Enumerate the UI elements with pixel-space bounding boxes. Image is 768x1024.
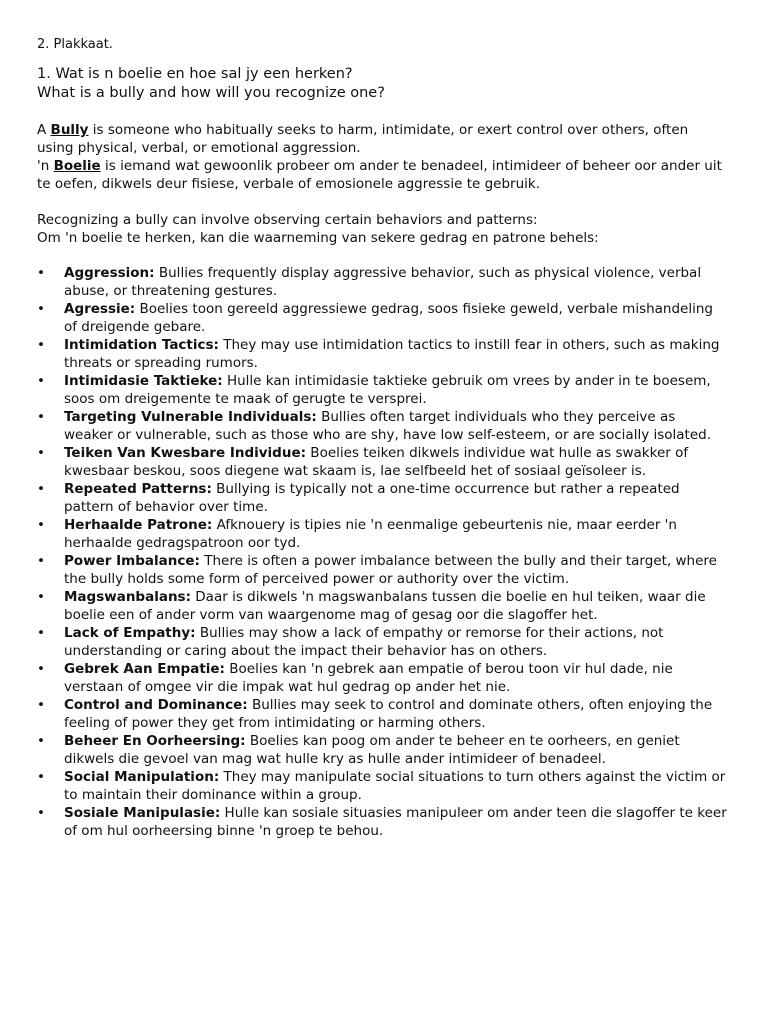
bullet-item-afrikaans bbox=[37, 804, 728, 840]
bullet-term: Intimidation Tactics: bbox=[64, 337, 219, 353]
bullet-text: Boelies kan 'n gebrek aan empatie of berou toon vir hul dade, nie verstaan of omgee vir die impak wat hul gedrag op ander het nie. bbox=[64, 661, 673, 695]
bullet-item-afrikaans bbox=[37, 588, 728, 624]
bullet-text: They may manipulate social situations to turn others against the victim or to maintain their dominance within a group. bbox=[64, 769, 726, 803]
bullet-text: Bullies may seek to control and dominate others, often enjoying the feeling of power they get from intimidating or harming others. bbox=[64, 697, 713, 731]
behavior-group bbox=[37, 552, 728, 624]
bullet-text: Bullying is typically not a one-time occurrence but rather a repeated pattern of behavior over time. bbox=[64, 481, 680, 515]
bullet-icon: • bbox=[37, 589, 45, 605]
bullet-icon: • bbox=[37, 733, 45, 749]
behavior-list bbox=[37, 264, 728, 840]
bullet-icon: • bbox=[37, 769, 45, 785]
behavior-group bbox=[37, 408, 728, 480]
behavior-group bbox=[37, 624, 728, 696]
bullet-text: There is often a power imbalance between the bully and their target, where the bully holds some form of perceived power or authority over the victim. bbox=[64, 553, 717, 587]
bullet-term: Intimidasie Taktieke: bbox=[64, 373, 223, 389]
bullet-text: Bullies frequently display aggressive behavior, such as physical violence, verbal abuse, or threatening gestures. bbox=[64, 265, 702, 299]
bullet-item-afrikaans bbox=[37, 372, 728, 408]
bullet-term: Power Imbalance: bbox=[64, 553, 200, 569]
bullet-term: Repeated Patterns: bbox=[64, 481, 212, 497]
bullet-term: Aggression: bbox=[64, 265, 155, 281]
bullet-icon: • bbox=[37, 265, 45, 281]
behavior-group bbox=[37, 264, 728, 336]
recognize-english: Recognizing a bully can involve observing certain behaviors and patterns: bbox=[37, 212, 538, 228]
term-boelie: Boelie bbox=[53, 158, 101, 174]
bullet-term: Beheer En Oorheersing: bbox=[64, 733, 246, 749]
definition-afrikaans-text: is iemand wat gewoonlik probeer om ander te benadeel, intimideer of beheer oor ander uit te oefen, dikwels deur fisiese, verbale of emosionele aggressie te gebruik. bbox=[37, 158, 722, 192]
document-label: 2. Plakkaat. bbox=[37, 37, 113, 52]
bullet-icon: • bbox=[37, 553, 45, 569]
definition-english-prefix: A bbox=[37, 122, 51, 138]
bullet-term: Teiken Van Kwesbare Individue: bbox=[64, 445, 307, 461]
bullet-item-english bbox=[37, 624, 728, 660]
bullet-icon: • bbox=[37, 301, 45, 317]
definition-english-text: is someone who habitually seeks to harm, intimidate, or exert control over others, often using physical, verbal, or emotional aggression. bbox=[37, 122, 689, 156]
bullet-icon: • bbox=[37, 625, 45, 641]
bullet-icon: • bbox=[37, 409, 45, 425]
bullet-text: Afknouery is tipies nie 'n eenmalige gebeurtenis nie, maar eerder 'n herhaalde gedragspatroon oor tyd. bbox=[64, 517, 677, 551]
bullet-icon: • bbox=[37, 445, 45, 461]
bullet-icon: • bbox=[37, 337, 45, 353]
bullet-term: Control and Dominance: bbox=[64, 697, 248, 713]
behavior-group bbox=[37, 480, 728, 552]
bullet-text: Boelies kan poog om ander te beheer en te oorheers, en geniet dikwels die gevoel van mag wat hulle kry as hulle ander intimideer of benadeel. bbox=[64, 733, 680, 767]
definition-english bbox=[37, 121, 728, 157]
bullet-term: Targeting Vulnerable Individuals: bbox=[64, 409, 317, 425]
bullet-text: Bullies may show a lack of empathy or remorse for their actions, not understanding or caring about the impact their behavior has on others. bbox=[64, 625, 664, 659]
bullet-item-english bbox=[37, 696, 728, 732]
bullet-term: Gebrek Aan Empatie: bbox=[64, 661, 225, 677]
bullet-item-afrikaans bbox=[37, 660, 728, 696]
bullet-term: Social Manipulation: bbox=[64, 769, 220, 785]
bullet-item-english bbox=[37, 264, 728, 300]
behavior-group bbox=[37, 768, 728, 840]
bullet-icon: • bbox=[37, 373, 45, 389]
behavior-group bbox=[37, 696, 728, 768]
bullet-icon: • bbox=[37, 697, 45, 713]
definition-afrikaans-prefix: 'n bbox=[37, 158, 54, 174]
bullet-item-afrikaans bbox=[37, 732, 728, 768]
recognize-afrikaans: Om 'n boelie te herken, kan die waarneming van sekere gedrag en patrone behels: bbox=[37, 230, 599, 246]
bullet-text: Daar is dikwels 'n magswanbalans tussen die boelie en hul teiken, waar die boelie een of ander vorm van waargenome mag of gesag oor die slagoffer het. bbox=[64, 589, 706, 623]
bullet-text: Boelies toon gereeld aggressiewe gedrag, soos fisieke geweld, verbale mishandeling of dreigende gebare. bbox=[64, 301, 713, 335]
bullet-icon: • bbox=[37, 517, 45, 533]
bullet-term: Lack of Empathy: bbox=[64, 625, 196, 641]
bullet-text: Bullies often target individuals who they perceive as weaker or vulnerable, such as those who are shy, have low self-esteem, or are socially isolated. bbox=[64, 409, 712, 443]
bullet-text: Boelies teiken dikwels individue wat hulle as swakker of kwesbaar beskou, soos diegene wat skaam is, lae selfbeeld het of sosiaal geïsoleer is. bbox=[64, 445, 689, 479]
bullet-term: Agressie: bbox=[64, 301, 136, 317]
bullet-icon: • bbox=[37, 481, 45, 497]
heading-english: What is a bully and how will you recognize one? bbox=[37, 85, 385, 101]
bullet-icon: • bbox=[37, 805, 45, 821]
bullet-term: Herhaalde Patrone: bbox=[64, 517, 213, 533]
behavior-group bbox=[37, 336, 728, 408]
bullet-text: Hulle kan intimidasie taktieke gebruik om vrees by ander in te boesem, soos om dreigemente te maak of gerugte te versprei. bbox=[64, 373, 711, 407]
bullet-item-afrikaans bbox=[37, 516, 728, 552]
bullet-item-english bbox=[37, 408, 728, 444]
bullet-item-afrikaans bbox=[37, 300, 728, 336]
bullet-item-english bbox=[37, 768, 728, 804]
definition-afrikaans bbox=[37, 157, 728, 193]
bullet-item-english bbox=[37, 480, 728, 516]
bullet-text: Hulle kan sosiale situasies manipuleer om ander teen die slagoffer te keer of om hul oorheersing binne 'n groep te behou. bbox=[64, 805, 727, 839]
term-bully: Bully bbox=[50, 122, 89, 138]
bullet-icon: • bbox=[37, 661, 45, 677]
bullet-item-english bbox=[37, 552, 728, 588]
bullet-term: Magswanbalans: bbox=[64, 589, 191, 605]
bullet-item-afrikaans bbox=[37, 444, 728, 480]
bullet-text: They may use intimidation tactics to instill fear in others, such as making threats or spreading rumors. bbox=[64, 337, 720, 371]
bullet-item-english bbox=[37, 336, 728, 372]
bullet-term: Sosiale Manipulasie: bbox=[64, 805, 221, 821]
heading-afrikaans: 1. Wat is n boelie en hoe sal jy een herken? bbox=[37, 66, 353, 82]
